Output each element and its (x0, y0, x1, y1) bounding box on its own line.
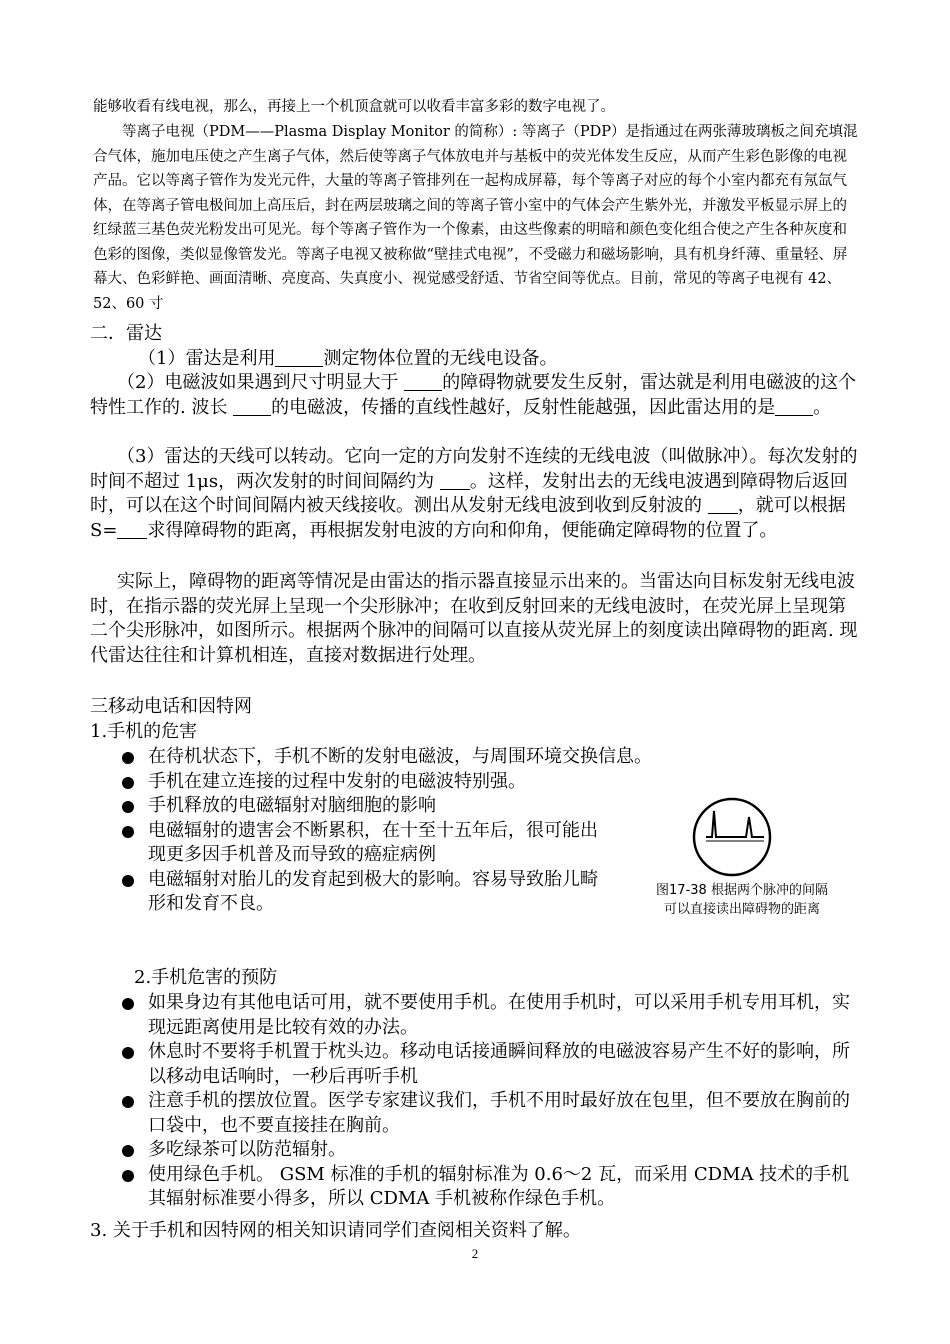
answer-blank[interactable] (233, 397, 271, 416)
bullet-icon (122, 875, 134, 887)
radar-pulse-figure (622, 795, 862, 925)
list-item: 电磁辐射的遗害会不断累积，在十至十五年后，很可能出现更多因手机普及而导致的癌症病例 (120, 819, 610, 868)
plasma-tv-paragraph: 等离子电视（PDM——Plasma Display Monitor 的简称）: 等离子（PDP）是指通过在两张薄玻璃板之间充填混合气体，施加电压使之产生离子气体，然后使等离子气体放电并与基板中的荧光体发生反应，从而产生彩色影像的电视产品。它以等离子管作为发光元件，大量的等离子管排列在一起构成屏幕，每个等离子对应的每个小室内都充有氖氙气体，在等离子管电极间加上高压后，封在两层玻璃之间的等离子管小室中的气体会产生紫外光，并激发平板显示屏上的红绿蓝三基色荧光粉发出可见光。每个等离子管作为一个像素，由这些像素的明暗和颜色变化组合使之产生各种灰度和色彩的图像，类似显像管发光。等离子电视又被称做“壁挂式电视”，不受磁力和磁场影响，具有机身纤薄、重量轻、屏幕大、色彩鲜艳、画面清晰、亮度高、失真度小、视觉感受舒适、节省空间等优点。目前，常见的等离子电视有 42、52、60 寸 (93, 124, 858, 312)
mobile-subheading-3: 3. 关于手机和因特网的相关知识请同学们查阅相关资料了解。 (90, 1220, 581, 1241)
answer-blank[interactable] (117, 520, 147, 539)
mobile-heading: 三移动电话和因特网 (90, 696, 252, 717)
bullet-icon (122, 801, 134, 813)
tv-paragraph-1: 能够收看有线电视，那么，再接上一个机顶盒就可以收看丰富多彩的数字电视了。 (93, 99, 615, 115)
radar-question-2: （2）电磁波如果遇到尺寸明显大于 的障碍物就要发生反射，雷达就是利用电磁波的这个特性工作的. 波长 的电磁波，传播的直线性越好，反射性能越强，因此雷达用的是 。 (90, 372, 857, 418)
bullet-icon (122, 1096, 134, 1108)
list-item: 注意手机的摆放位置。医学专家建议我们，手机不用时最好放在包里，但不要放在胸前的口袋中，也不要直接挂在胸前。 (120, 1089, 860, 1138)
bullet-icon (122, 777, 134, 789)
radar-heading: 二．雷达 (90, 323, 162, 344)
bullet-icon (122, 998, 134, 1010)
radar-question-1: （1）雷达是利用 测定物体位置的无线电设备。 (138, 348, 558, 369)
list-item: 如果身边有其他电话可用，就不要使用手机。在使用手机时，可以采用手机专用耳机，实现远距离使用是比较有效的办法。 (120, 991, 860, 1040)
list-item: 休息时不要将手机置于枕头边。移动电话接通瞬间释放的电磁波容易产生不好的影响，所以移动电话响时，一秒后再听手机 (120, 1040, 860, 1089)
mobile-subheading-2: 2.手机危害的预防 (134, 967, 278, 988)
list-item: 在待机状态下，手机不断的发射电磁波，与周围环境交换信息。 (120, 745, 878, 770)
harm-list (120, 745, 652, 917)
answer-blank[interactable] (775, 397, 813, 416)
bullet-icon (122, 1170, 134, 1182)
answer-blank[interactable] (404, 372, 442, 391)
list-item: 电磁辐射对胎儿的发育起到极大的影响。容易导致胎儿畸形和发育不良。 (120, 868, 610, 917)
answer-blank[interactable] (275, 348, 323, 367)
figure-caption: 图17-38 根据两个脉冲的间隔 可以直接读出障碍物的距离 (656, 883, 828, 917)
radar-screen-illustration (622, 795, 862, 881)
bullet-icon (122, 826, 134, 838)
bullet-icon (122, 752, 134, 764)
pulse-trace (706, 811, 764, 837)
bullet-icon (122, 1145, 134, 1157)
list-item: 使用绿色手机。 GSM 标准的手机的辐射标准为 0.6～2 瓦，而采用 CDMA 技术的手机其辐射标准要小得多，所以 CDMA 手机被称作绿色手机。 (120, 1163, 860, 1212)
mobile-subheading-1: 1.手机的危害 (90, 721, 198, 742)
bullet-icon (122, 1047, 134, 1059)
answer-blank[interactable] (440, 471, 470, 490)
radar-question-3: （3）雷达的天线可以转动。它向一定的方向发射不连续的无线电波（叫做脉冲）。每次发射的时间不超过 1μs，两次发射的时间间隔约为 。这样，发射出去的无线电波遇到障碍物后返回时，可以在这个时间间隔内被天线接收。测出从发射无线电波到收到反射波的 ，就可以根据 S= 求得障碍物的距离，再根据发射电波的方向和仰角，便能确定障碍物的位置了。 (90, 446, 858, 541)
page-number: 2 (471, 1246, 479, 1261)
radar-paragraph-4: 实际上，障碍物的距离等情况是由雷达的指示器直接显示出来的。当雷达向目标发射无线电波时，在指示器的荧光屏上呈现一个尖形脉冲；在收到反射回来的无线电波时，在荧光屏上呈现第二个尖形脉冲，如图所示。根据两个脉冲的间隔可以直接从荧光屏上的刻度读出障碍物的距离. 现代雷达往往和计算机相连，直接对数据进行处理。 (90, 571, 858, 666)
list-item: 手机释放的电磁辐射对脑细胞的影响 (120, 794, 610, 819)
list-item: 多吃绿茶可以防范辐射。 (120, 1138, 860, 1163)
prevention-list (120, 991, 860, 1212)
answer-blank[interactable] (708, 495, 738, 514)
list-item: 手机在建立连接的过程中发射的电磁波特别强。 (120, 770, 610, 795)
